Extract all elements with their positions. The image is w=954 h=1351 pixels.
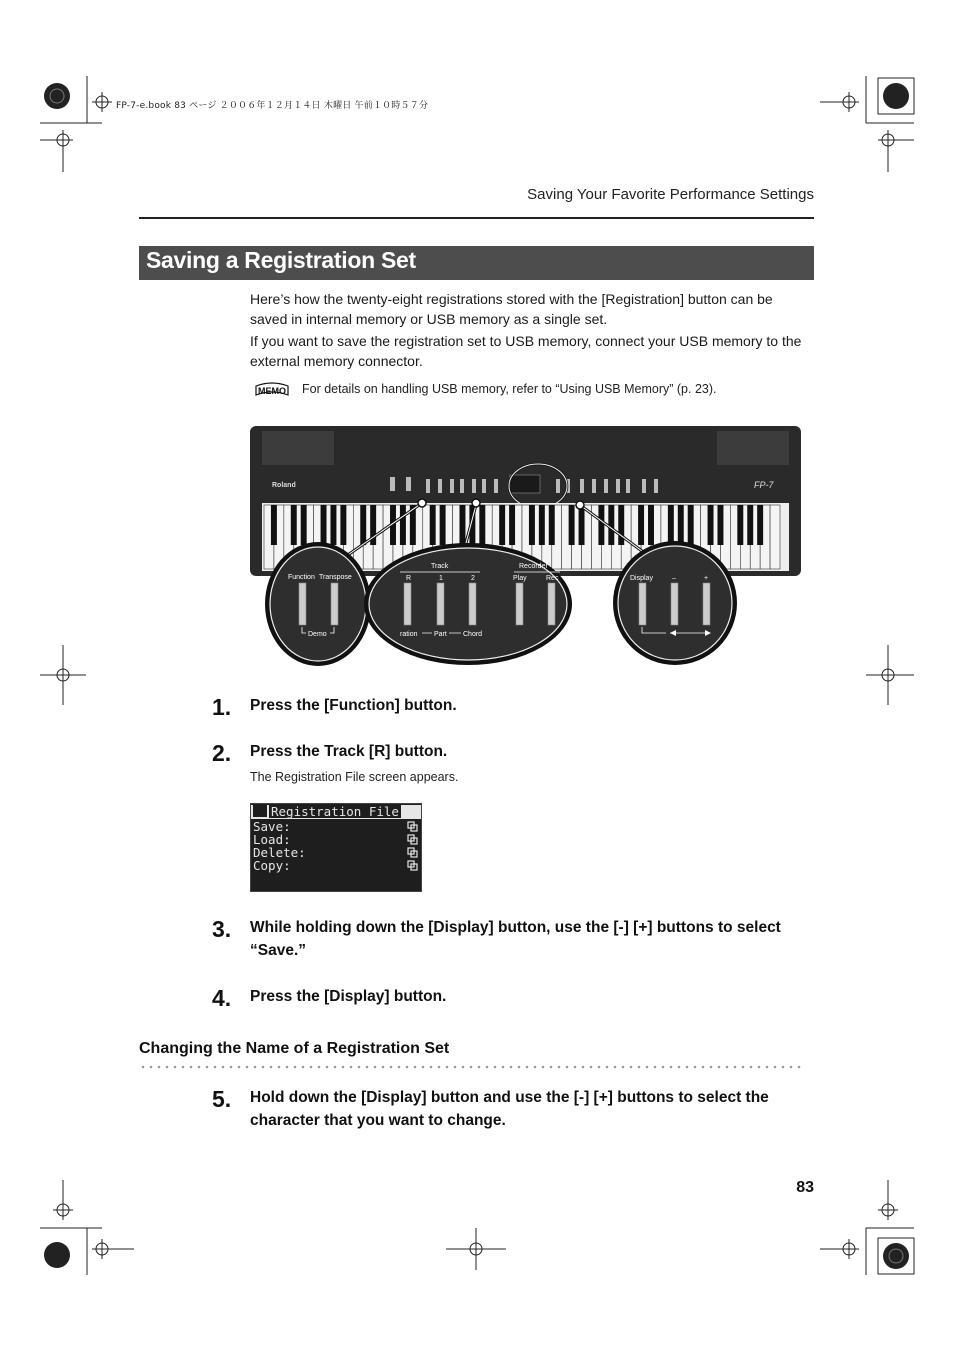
intro-paragraph-2: If you want to save the registration set to USB memory, connect your USB memory to the external memory connector.: [250, 333, 802, 369]
track-r-button: [404, 583, 411, 625]
black-key: [291, 505, 297, 545]
play-button: [516, 583, 523, 625]
page-number: 83: [796, 1179, 814, 1196]
black-key: [400, 505, 406, 545]
black-key: [668, 505, 674, 545]
printer-line: FP-7-e.book 83 ページ ２００６年１２月１４日 木曜日 午前１０時５７分: [116, 101, 429, 111]
step-4-number: 4.: [212, 985, 232, 1011]
step-2-text: Press the Track [R] button.: [250, 743, 448, 760]
demo-label: Demo: [308, 631, 327, 638]
black-key: [638, 505, 644, 545]
black-key: [757, 505, 763, 545]
track-label: Track: [431, 563, 449, 570]
keyboard-illustration: [250, 425, 802, 667]
track-r-label: R: [406, 575, 412, 582]
subsection-title: Changing the Name of a Registration Set: [139, 1040, 450, 1057]
lcd-title: Registration File: [271, 804, 399, 819]
black-key: [747, 505, 753, 545]
black-key: [459, 505, 465, 545]
transpose-button: [331, 583, 338, 625]
function-transpose-callout: [265, 542, 371, 666]
chord-label: Chord: [463, 631, 483, 638]
black-key: [648, 505, 654, 545]
minus-label: –: [672, 575, 676, 582]
registration-file-screen: [250, 803, 422, 892]
step-3-number: 3.: [212, 916, 232, 942]
black-key: [340, 505, 346, 545]
lcd-row-delete: Delete:: [253, 845, 306, 860]
memo-icon: [254, 381, 290, 399]
lcd-row-save: Save:: [253, 819, 291, 834]
black-key: [360, 505, 366, 545]
black-key: [569, 505, 575, 545]
black-key: [321, 505, 327, 545]
lcd-row-copy: Copy:: [253, 858, 291, 873]
black-key: [539, 505, 545, 545]
step-1-number: 1.: [212, 694, 232, 720]
dotted-divider: [139, 1065, 804, 1069]
step-3-text: While holding down the [Display] button, use the [-] [+] buttons to select “Save.”: [250, 919, 781, 959]
black-key: [499, 505, 505, 545]
play-label: Play: [513, 575, 527, 582]
track-1-button: [437, 583, 444, 625]
lcd-enter-icons: [407, 820, 419, 874]
section-title: Saving a Registration Set: [146, 247, 416, 273]
black-key: [529, 505, 535, 545]
intro-paragraph-1: Here’s how the twenty-eight registrations stored with the [Registration] button can be saved in internal memory or USB memory as a single set.: [250, 291, 773, 327]
brand-logo: Roland: [272, 482, 296, 489]
step-5-number: 5.: [212, 1086, 232, 1112]
black-key: [717, 505, 723, 545]
black-key: [579, 505, 585, 545]
rec-label: Rec: [546, 575, 559, 582]
recorder-label: Recorder: [519, 563, 548, 570]
rec-button: [548, 583, 555, 625]
step-5-text: Hold down the [Display] button and use the [-] [+] buttons to select the character that you want to change.: [250, 1089, 769, 1129]
black-key: [688, 505, 694, 545]
memo-text: For details on handling USB memory, refer to “Using USB Memory” (p. 23).: [302, 382, 717, 396]
black-key: [549, 505, 555, 545]
display-button: [639, 583, 646, 625]
header-rule: [139, 217, 814, 219]
black-key: [598, 505, 604, 545]
display-callout: [613, 541, 737, 665]
memo-badge-label: MEMO: [258, 386, 286, 396]
plus-label: +: [704, 575, 709, 582]
black-key: [509, 505, 515, 545]
lcd-row-load: Load:: [253, 832, 291, 847]
track-2-label: 2: [471, 575, 475, 582]
black-key: [737, 505, 743, 545]
black-key: [678, 505, 684, 545]
registration-label: ration: [400, 631, 418, 638]
step-1-text: Press the [Function] button.: [250, 697, 457, 714]
plus-button: [703, 583, 710, 625]
white-key: [770, 505, 780, 569]
step-2-number: 2.: [212, 740, 232, 766]
running-head: Saving Your Favorite Performance Settings: [527, 186, 814, 203]
track-recorder-callout: [364, 543, 572, 665]
track-2-button: [469, 583, 476, 625]
black-key: [708, 505, 714, 545]
black-key: [430, 505, 436, 545]
transpose-label: Transpose: [319, 574, 352, 581]
step-4-text: Press the [Display] button.: [250, 988, 447, 1005]
function-label: Function: [288, 574, 315, 581]
model-logo: FP-7: [754, 480, 774, 490]
minus-button: [671, 583, 678, 625]
function-button: [299, 583, 306, 625]
track-1-label: 1: [439, 575, 443, 582]
black-key: [479, 505, 485, 545]
black-key: [440, 505, 446, 545]
display-label: Display: [630, 575, 653, 582]
part-label: Part: [434, 631, 447, 638]
step-2-note: The Registration File screen appears.: [250, 770, 459, 784]
black-key: [330, 505, 336, 545]
black-key: [301, 505, 307, 545]
black-key: [271, 505, 277, 545]
